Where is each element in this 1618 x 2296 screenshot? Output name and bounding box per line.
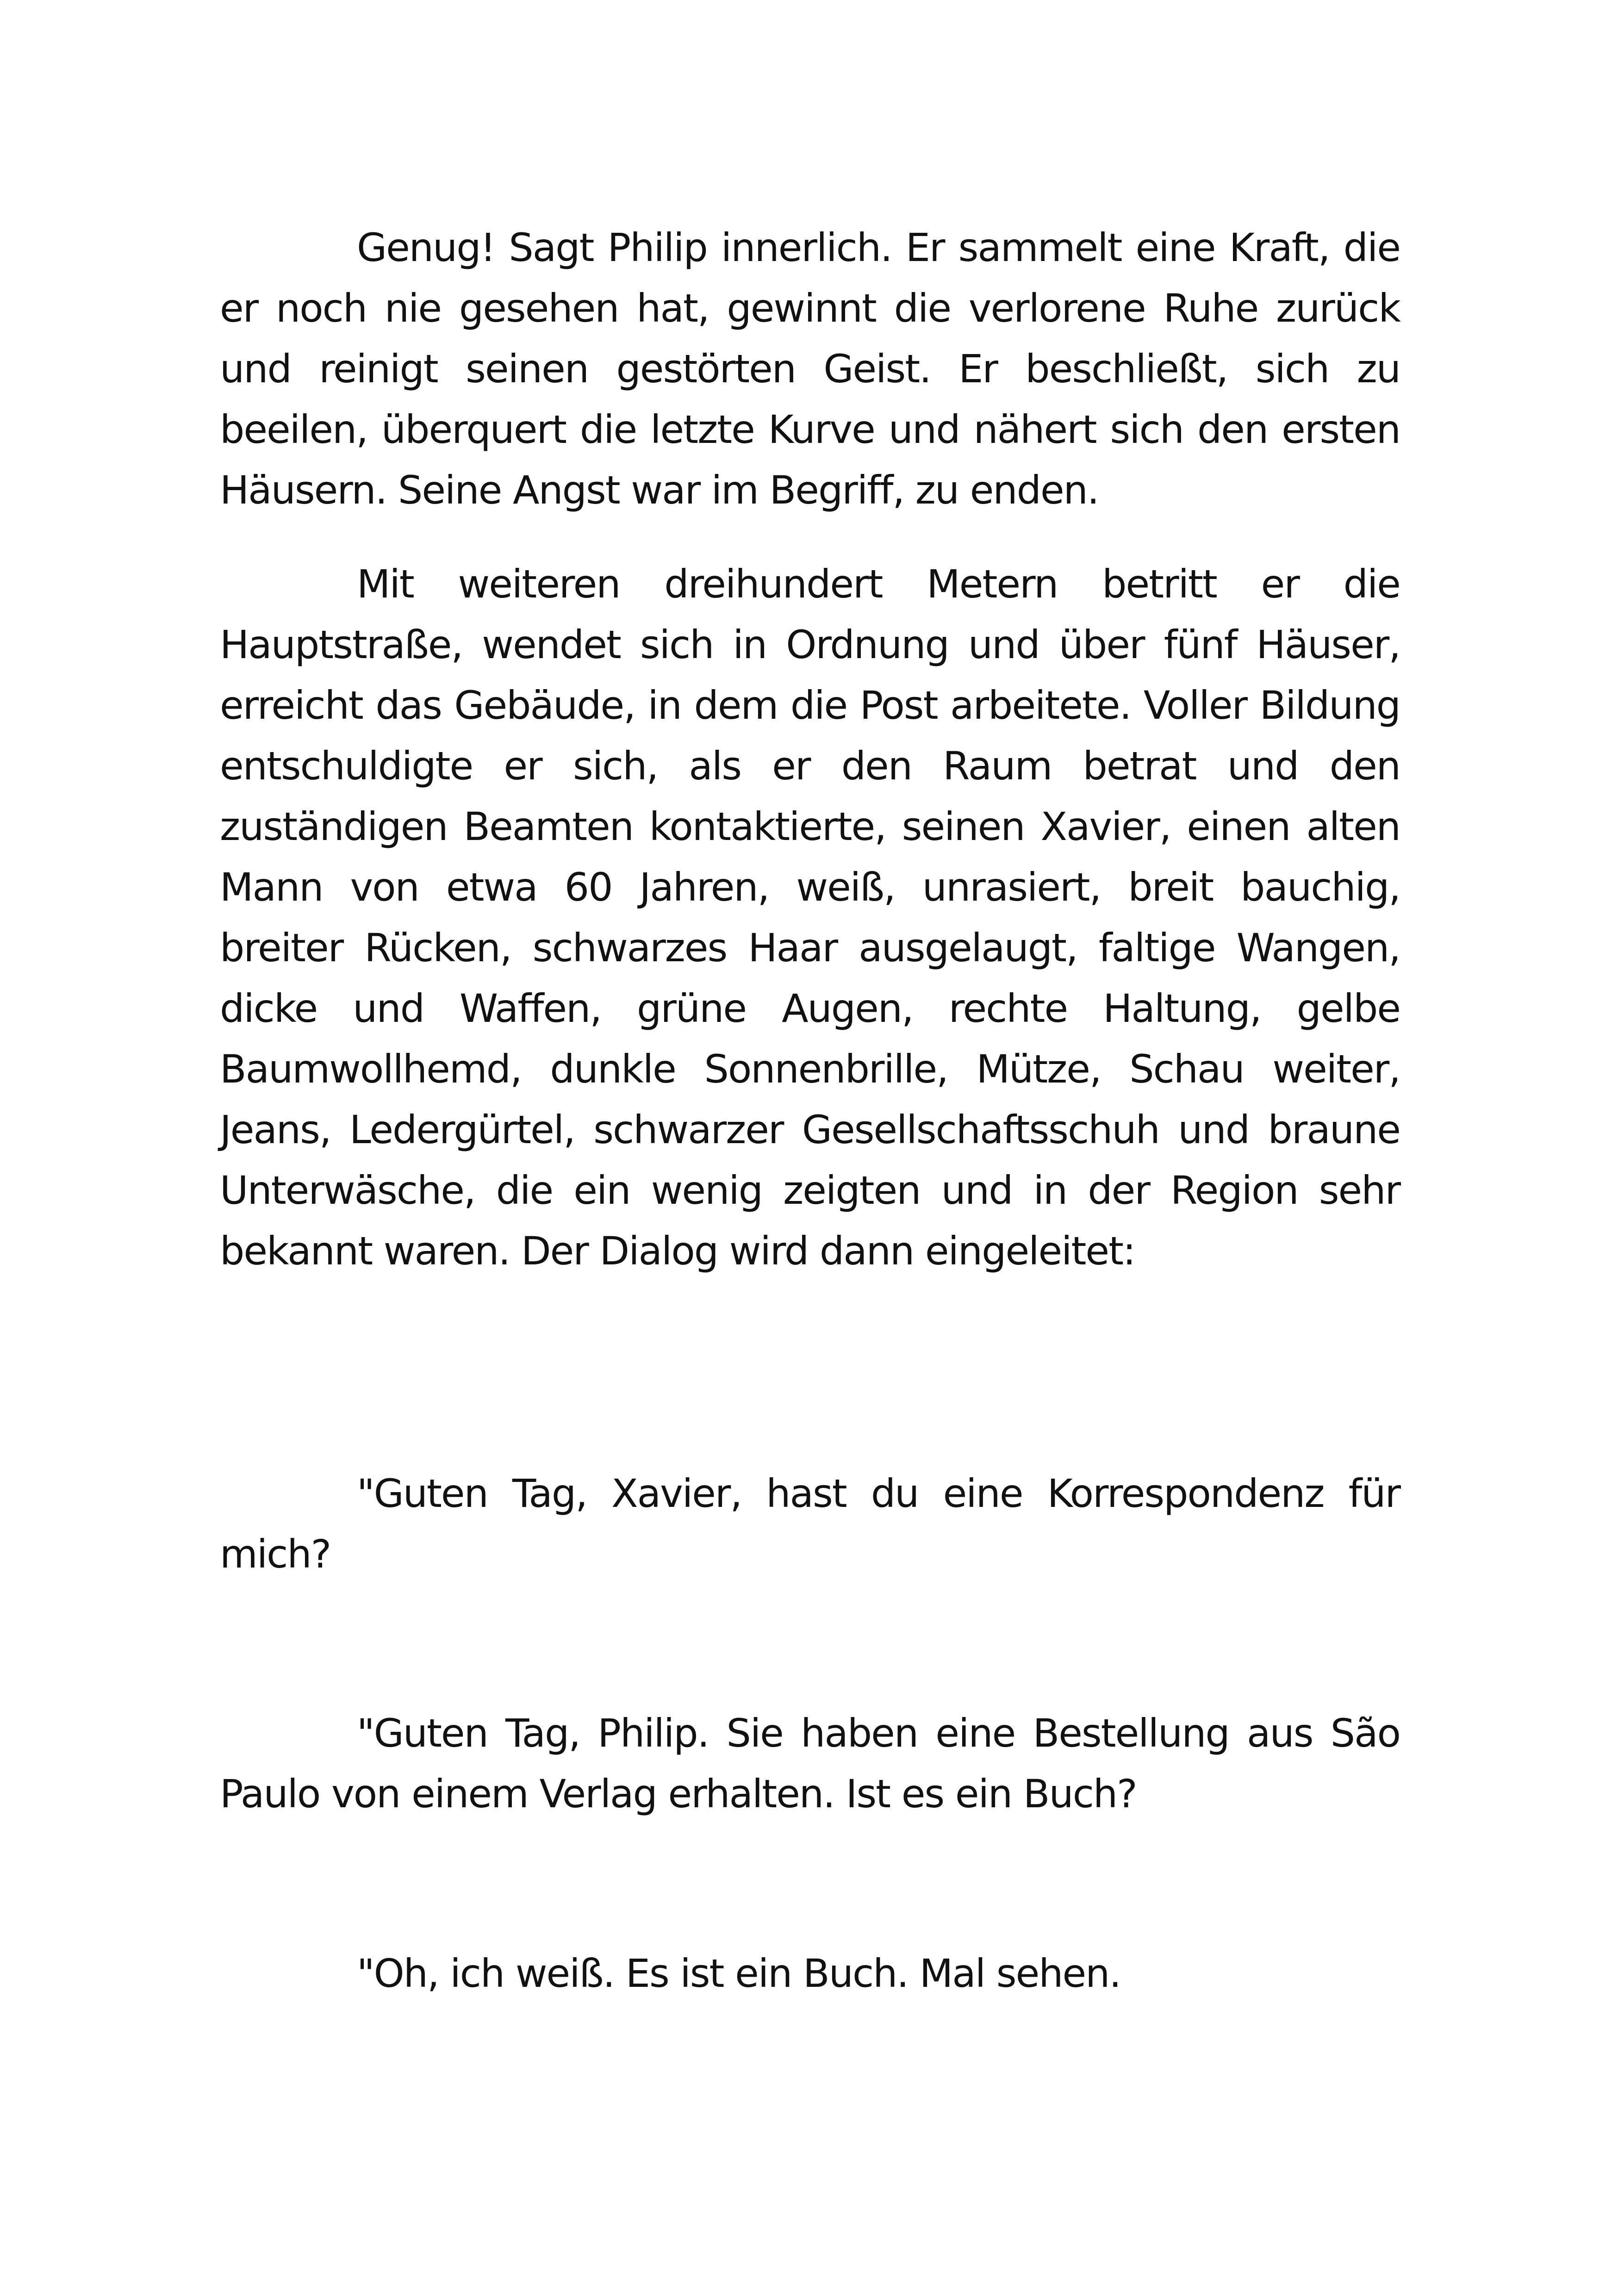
paragraph-text: "Guten Tag, Philip. Sie haben eine Bestellung aus São Paulo von einem Verlag erhalten. Ist es ein Buch?	[220, 1711, 1400, 1817]
paragraph-2	[220, 554, 1400, 1282]
paragraph-text: Genug! Sagt Philip innerlich. Er sammelt eine Kraft, die er noch nie gesehen hat, gewinnt die verlorene Ruhe zurück und reinigt seinen gestörten Geist. Er beschließt, sich zu beeilen, überquert die letzte Kurve und nähert sich den ersten Häusern. Seine Angst war im Begriff, zu enden.	[220, 225, 1400, 513]
dialog-line-3	[220, 1943, 1400, 2004]
paragraph-1	[220, 218, 1400, 521]
dialog-line-2	[220, 1703, 1400, 1824]
paragraph-text: "Oh, ich weiß. Es ist ein Buch. Mal sehen.	[357, 1951, 1121, 1996]
paragraph-text: Mit weiteren dreihundert Metern betritt er die Hauptstraße, wendet sich in Ordnung und über fünf Häuser, erreicht das Gebäude, in dem die Post arbeitete. Voller Bildung entschuldigte er sich, als er den Raum betrat und den zuständigen Beamten kontaktierte, seinen Xavier, einen alten Mann von etwa 60 Jahren, weiß, unrasiert, breit bauchig, breiter Rücken, schwarzes Haar ausgelaugt, faltige Wangen, dicke und Waffen, grüne Augen, rechte Haltung, gelbe Baumwollhemd, dunkle Sonnenbrille, Mütze, Schau weiter, Jeans, Ledergürtel, schwarzer Gesellschaftsschuh und braune Unterwäsche, die ein wenig zeigten und in der Region sehr bekannt waren. Der Dialog wird dann eingeleitet:	[220, 561, 1400, 1274]
dialog-line-1	[220, 1463, 1400, 1585]
paragraph-text: "Guten Tag, Xavier, hast du eine Korrespondenz für mich?	[220, 1471, 1400, 1577]
